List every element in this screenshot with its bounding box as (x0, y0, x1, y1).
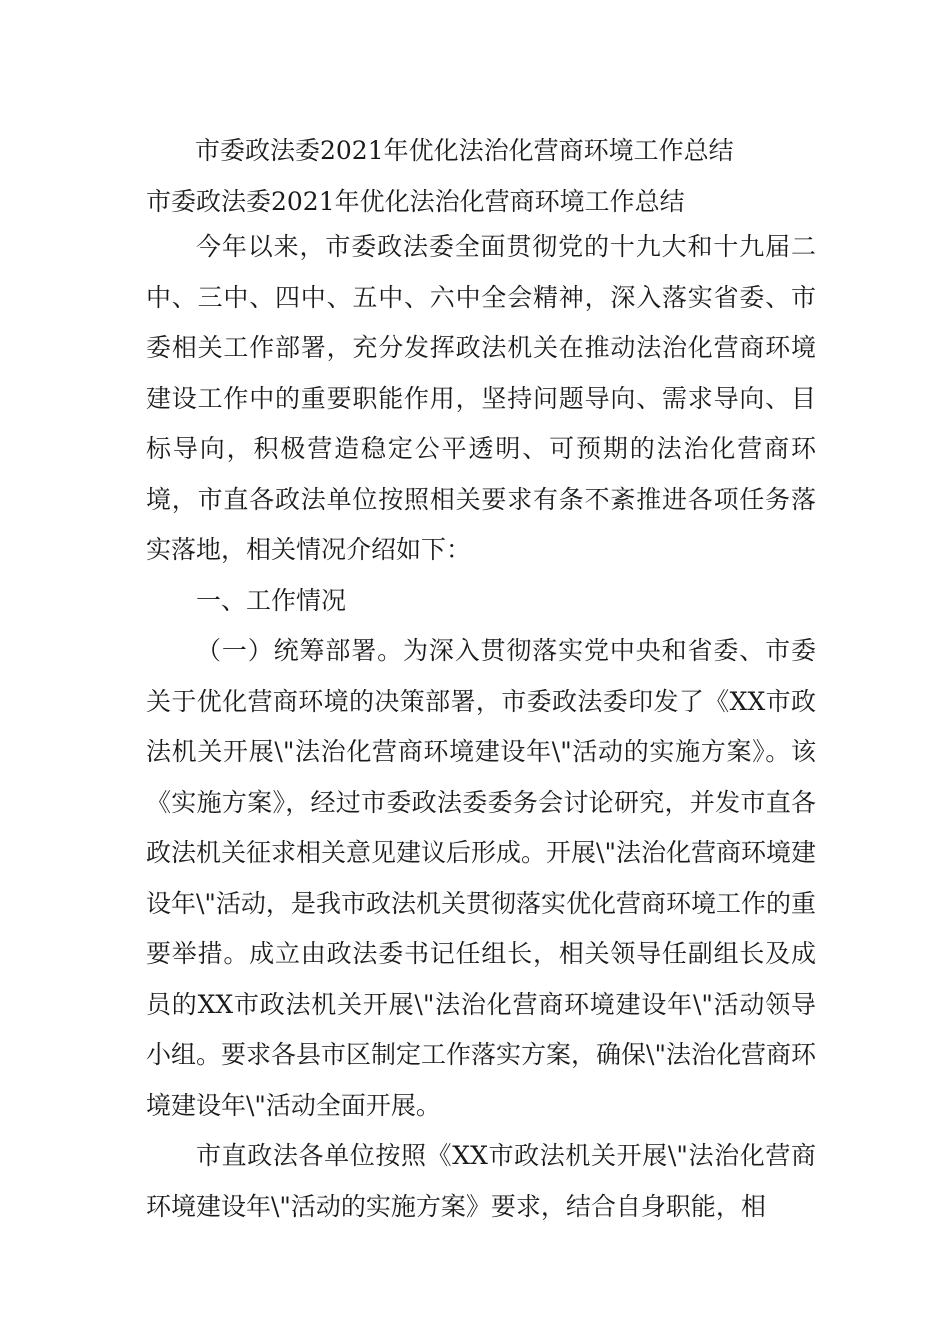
document-title-repeat: 市委政法委2021年优化法治化营商环境工作总结 (146, 187, 685, 216)
section-heading: 一、工作情况 (196, 585, 347, 615)
body-paragraph: （一）统筹部署。为深入贯彻落实党中央和省委、市委关于优化营商环境的决策部署，市委政法委印发了《XX市政法机关开展\"法治化营商环境建设年\"活动的实施方案》。该《实施方案》，经过市委政法委委务会讨论研究，并发市直各政法机关征求相关意见建议后形成。开展\"法治化营商环境建设年\"活动，是我市政法机关贯彻落实优化营商环境工作的重要举措。成立由政法委书记任组长，相关领导任副组长及成员的XX市政法机关开展\"法治化营商环境建设年\"活动领导小组。要求各县市区制定工作落实方案，确保\"法治化营商环境建设年\"活动全面开展。 (146, 636, 816, 1120)
body-paragraph: 市直政法各单位按照《XX市政法机关开展\"法治化营商环境建设年\"活动的实施方案》要求，结合自身职能，相 (146, 1141, 816, 1221)
document-body (146, 222, 816, 1232)
document-title: 市委政法委2021年优化法治化营商环境工作总结 (195, 136, 734, 165)
intro-paragraph: 今年以来，市委政法委全面贯彻党的十九大和十九届二中、三中、四中、五中、六中全会精神，深入落实省委、市委相关工作部署，充分发挥政法机关在推动法治化营商环境建设工作中的重要职能作用，坚持问题导向、需求导向、目标导向，积极营造稳定公平透明、可预期的法治化营商环境，市直各政法单位按照相关要求有条不紊推进各项任务落实落地，相关情况介绍如下： (146, 232, 816, 564)
